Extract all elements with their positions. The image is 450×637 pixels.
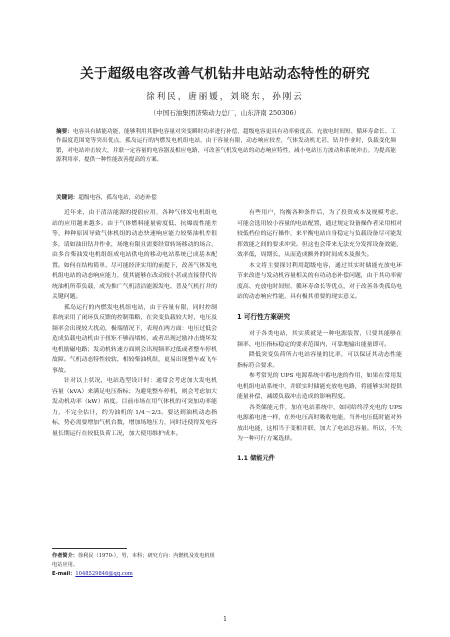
keywords-text: 超级电容，孤岛电站，动态补偿 <box>78 195 157 201</box>
email-link[interactable]: 1048529846@qq.com <box>75 570 133 577</box>
keywords-label: 关键词： <box>56 195 79 201</box>
footnote-text: 徐利民（1970-），男，本科；研究方向：内燃机及发电机组电站应用。 <box>52 553 215 568</box>
abstract-label: 摘要： <box>56 129 74 135</box>
paragraph: 针对以上状况，电站选型设计时：通常会考虑加大发电机容量（kVA）来满足电压指标；为避免整车停机，则会考虑加大发动机功率（kW）裕度。目前市场在用气体机的可突加功率能力，不完全估计，约为油机的 1/4～2/3。要达到油机动态指标，势必需要增加气机台数，增加场地压力，同时还使得发电容量长期运行在较低负荷工况，加大使用维护成本。 <box>52 378 217 437</box>
abstract-text: 电容具有储能功能，能够利用其静电容量对突变瞬时功率进行补偿，超级电容更具有功率密度高、充放电时间短、循环寿命长、工作温度范围宽等突出优点。孤岛运行的内燃发电机组电站，由于容量有限，动态响应较差，气体发动机尤甚，钻井作业时，负载变化频繁，对电站冲击较大，并联一定容量的电容器及相应电路，可改善气机发电站的动态响应特性，减小电站压力波动和系统冲击。为提高能源利用率，提供一种性能改善提高的方案。 <box>56 129 396 164</box>
paragraph: 降低突变负荷所占电站容量的比率，可以保证其动态性能指标符合要求。 <box>237 352 402 369</box>
paragraph: 孤岛运行的内燃发电机组电站，由于容量有限，同时控制系统采用了闭环负反馈的控制策略，在突变负载较大时，电压及频率会出现较大扰动，极端情况下，表现在两方面：电压过低会造成负载电动机由于扭矩不够而堵转，或者出现过励冲击烧坏发电机励磁电路；发动机转速方面则会出现频率过低或者整车停机故障。气机动态特性较软，相较柴油机组，更易出现整车或飞车事故。 <box>52 304 217 374</box>
section-heading: 1 可行性方案研究 <box>237 312 291 321</box>
paragraph: 本文将主要探讨利用超级电容，通过其实时储能充放电环节来改进与发动机容量相关的有功动态补偿问题，由于其功率密度高、充放电时间短、循环寿命长等优点，对于改善各类孤岛电站的动态响应性能，具有极其重要的现实意义。 <box>237 262 402 300</box>
paper-title: 关于超级电容改善气机钻井电站动态特性的研究 <box>80 66 370 82</box>
paragraph: 各类储能元件，加在电站系统中，如同给终浮充电的 UPS 电源蓄电池一样，在外电压高时吸收电能，当外电压低时能对外放出电能，这相当于变相并联、加大了电站总容量。所以，不失为一种可行方案选择。 <box>237 404 402 442</box>
abstract <box>56 128 396 166</box>
paragraph: 近年来，由于清洁能源的提倡应用，各种气体发电机组电站的应用越来越多。由于气体燃料能量密度低、抗爆震性能差等，种种原因导致气体机组的动态快速响应能力较柴油机差很多，请如油田钻井作业，场地有限且需要经常转场移动的场合，由多台柴油发电机组组成电站供电的移动电站系统已成基本配置。如何在结构简单、尽可能经济实用的前提下，改善气体发电机组电站的动态响应能力，使其能够在改动较小甚或直接替代传统油机所带负载，成为推广气机清洁能源发电、普及气机打井的关键问题。 <box>52 210 217 300</box>
affiliation: （中国石油集团济柴动力总厂，山东济南 250306） <box>149 109 301 117</box>
right-column <box>237 208 402 468</box>
author-list: 徐利民，唐丽媛，刘晓东，孙刚云 <box>146 92 304 102</box>
page-number: 1 <box>223 616 227 623</box>
subsection-heading: 1.1 储能元件 <box>237 454 275 462</box>
email-label: E-mail： <box>52 570 76 577</box>
footnote <box>52 552 217 578</box>
paragraph: 有些用户，均衡各种条件后，为了投资成本及规模考虑，可能会选用较小容量的电站配置，通过规定设备操作者采用相对较低档位的运行操作，来平衡电站自身稳定与负载设备尽可能发挥效能之间的要求冲突。但这也会带来无法充分发挥设备效能，效率低，周期长，从而造成额外的时间成本及损失。 <box>237 210 402 258</box>
left-column <box>52 208 217 439</box>
paragraph: 对于各类电站，其实质就是一种电源装置，只要其能够在频率、电压指标稳定的要求范围内，可靠地输出能量即可。 <box>237 331 402 348</box>
footnote-label: 作者简介： <box>52 553 78 559</box>
footnote-rule <box>52 548 127 549</box>
paragraph: 参考常见的 UPS 电源系统中蓄电池的作用，如果在常用发电机组电站系统中，并联实时储能充放电电路，将能够实时提供能量补偿，减缓负载冲击造成的影响程度。 <box>237 373 402 400</box>
keywords <box>56 194 396 203</box>
